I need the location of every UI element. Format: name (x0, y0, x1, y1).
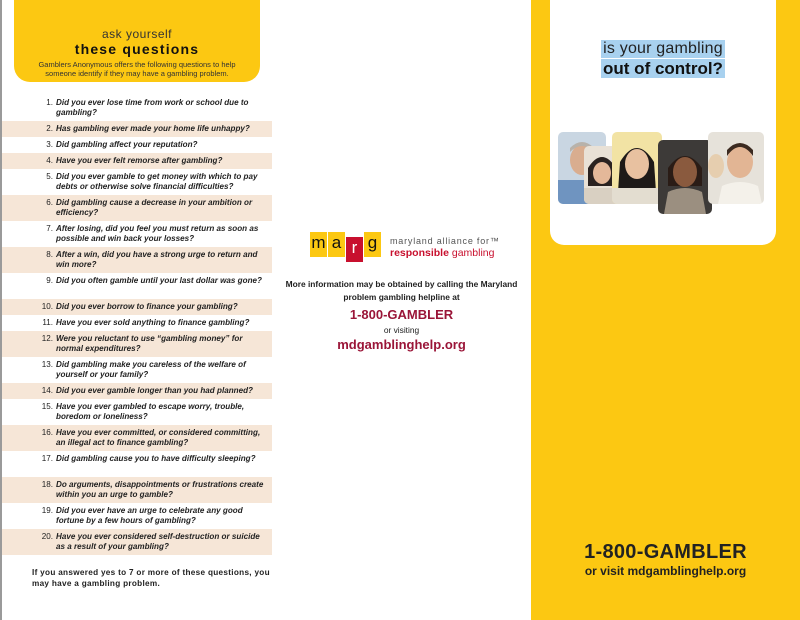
photo-young-man (708, 132, 764, 204)
question-number: 5. (46, 172, 53, 181)
question-text: Did you ever lose time from work or school due to gambling? (56, 98, 249, 117)
info-panel (272, 0, 531, 620)
question-item (2, 153, 272, 169)
question-text: After losing, did you feel you must return as soon as possible and win back your losses? (56, 224, 259, 243)
question-number: 18. (41, 480, 53, 489)
question-text: Have you ever gambled to escape worry, trouble, boredom or loneliness? (56, 402, 245, 421)
question-item (2, 357, 272, 383)
helpline-info (272, 278, 531, 354)
question-number: 15. (41, 402, 53, 411)
question-text: Did gambling make you careless of the welfare of yourself or your family? (56, 360, 246, 379)
question-text: Do arguments, disappointments or frustrations create within you an urge to gamble? (56, 480, 264, 499)
marg-logo-line1: maryland alliance for™ (390, 235, 500, 246)
question-text: Were you reluctant to use “gambling money” for normal expenditures? (56, 334, 243, 353)
question-text: Have you ever felt remorse after gambling? (56, 156, 223, 165)
or-visiting-text: or visiting (383, 325, 420, 335)
marg-logo-line2 (390, 247, 500, 259)
question-number: 9. (46, 276, 53, 285)
question-text: Have you ever committed, or considered committing, an illegal act to finance gambling? (56, 428, 261, 447)
question-item (2, 529, 272, 555)
question-number: 6. (46, 198, 53, 207)
question-number: 12. (41, 334, 53, 343)
question-text: Have you ever sold anything to finance gambling? (56, 318, 250, 327)
question-text: Have you ever considered self-destruction or suicide as a result of your gambling? (56, 532, 260, 551)
question-item (2, 315, 272, 331)
question-item (2, 137, 272, 153)
cover-visit-link[interactable]: or visit mdgamblinghelp.org (584, 564, 747, 578)
photo-collage (558, 132, 768, 216)
question-text: Did you ever have an urge to celebrate any good fortune by a few hours of gambling? (56, 506, 243, 525)
questions-header-subtitle: ask yourself (101, 27, 173, 41)
question-number: 10. (41, 302, 53, 311)
question-number: 20. (41, 532, 53, 541)
question-number: 3. (46, 140, 53, 149)
question-item (2, 247, 272, 273)
question-item (2, 121, 272, 137)
questions-list (2, 95, 272, 555)
question-number: 14. (41, 386, 53, 395)
cover-phone[interactable]: 1-800-GAMBLER (584, 541, 747, 563)
photo-smiling-woman (658, 140, 712, 214)
question-number: 4. (46, 156, 53, 165)
question-text: Did you often gamble until your last dollar was gone? (56, 276, 262, 285)
website-link[interactable]: mdgamblinghelp.org (337, 337, 466, 352)
questions-header (14, 0, 260, 82)
marg-tile-g: g (364, 232, 381, 257)
question-item (2, 273, 272, 299)
marg-logo-tiles (310, 232, 382, 262)
question-number: 8. (46, 250, 53, 259)
question-item (2, 383, 272, 399)
marg-tile-r: r (346, 237, 363, 262)
headline-line1: is your gambling (603, 40, 723, 57)
question-text: Did you ever gamble longer than you had planned? (56, 386, 253, 395)
question-number: 16. (41, 428, 53, 437)
question-number: 13. (41, 360, 53, 369)
question-item (2, 425, 272, 451)
cover-card (550, 0, 776, 245)
question-text: Did gambling cause you to have difficulty sleeping? (56, 454, 256, 463)
question-text: Has gambling ever made your home life unhappy? (56, 124, 250, 133)
question-text: Did gambling affect your reputation? (56, 140, 198, 149)
cover-headline (550, 40, 776, 79)
question-number: 1. (46, 98, 53, 107)
question-item (2, 503, 272, 529)
question-item (2, 451, 272, 477)
questions-panel (2, 0, 272, 620)
closing-statement: If you answered yes to 7 or more of these questions, you may have a gambling problem. (32, 568, 270, 588)
headline-line2: out of control? (603, 59, 723, 78)
marg-tile-a: a (328, 232, 345, 257)
marg-logo-responsible: responsible (390, 246, 449, 259)
question-item (2, 195, 272, 221)
question-item (2, 169, 272, 195)
question-item (2, 299, 272, 315)
question-number: 19. (41, 506, 53, 515)
helpline-text: More information may be obtained by calling the Maryland problem gambling helpline at (285, 279, 518, 302)
marg-logo (310, 232, 500, 262)
question-text: Did gambling cause a decrease in your ambition or efficiency? (56, 198, 253, 217)
question-item (2, 221, 272, 247)
cover-panel (531, 0, 800, 620)
question-item (2, 399, 272, 425)
helpline-phone[interactable]: 1-800-GAMBLER (349, 307, 454, 322)
marg-logo-wordmark (390, 236, 500, 259)
question-number: 2. (46, 124, 53, 133)
question-text: Did you ever gamble to get money with which to pay debts or otherwise solve financial difficulties? (56, 172, 258, 191)
question-text: After a win, did you have a strong urge to return and win more? (56, 250, 258, 269)
question-number: 17. (41, 454, 53, 463)
marg-tile-m: m (310, 232, 327, 257)
questions-intro: Gamblers Anonymous offers the following questions to help someone identify if they may have a gambling problem. (38, 60, 236, 78)
photo-asian-woman (612, 132, 662, 204)
question-number: 7. (46, 224, 53, 233)
question-item (2, 95, 272, 121)
question-item (2, 331, 272, 357)
questions-header-title: these questions (74, 41, 200, 57)
marg-logo-gambling: gambling (448, 246, 495, 259)
question-item (2, 477, 272, 503)
question-number: 11. (42, 318, 53, 327)
cover-cta (531, 540, 800, 579)
question-text: Did you ever borrow to finance your gambling? (56, 302, 238, 311)
